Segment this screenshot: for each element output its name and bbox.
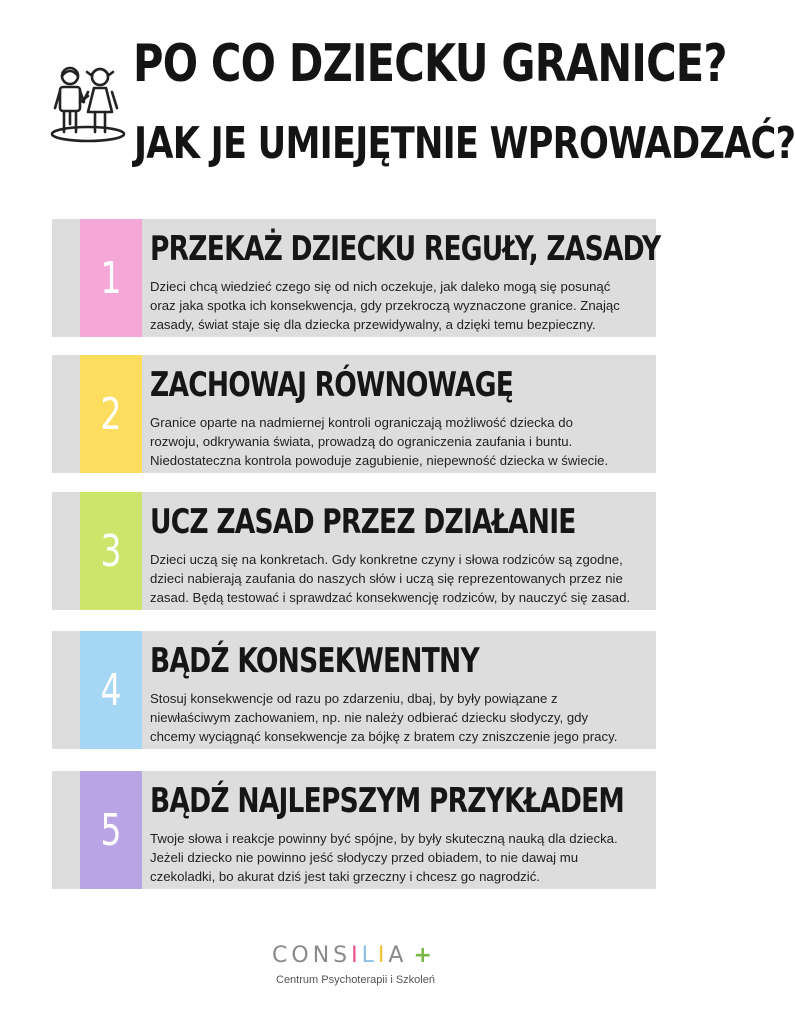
- brand-letter: I: [377, 943, 389, 968]
- rule-description: [150, 550, 650, 607]
- rule-description-line: chcemy wyciągnąć konsekwencje za bójkę z bratem czy zniszczenie jego pracy.: [150, 729, 618, 744]
- brand-letter: C: [272, 943, 292, 968]
- rule-number-stripe: [80, 492, 142, 610]
- rule-description-line: Granice oparte na nadmiernej kontroli ograniczają możliwość dziecka do: [150, 415, 573, 430]
- rule-description-line: rozwoju, odkrywania świata, prowadzą do ograniczenia zaufania i buntu.: [150, 434, 573, 449]
- rule-card: [52, 492, 656, 610]
- header: [0, 0, 795, 200]
- rule-heading: PRZEKAŻ DZIECKU REGUŁY, ZASADY: [150, 229, 661, 269]
- rule-number-stripe: [80, 771, 142, 889]
- rule-description-line: oraz jaka spotka ich konsekwencja, gdy przekroczą wyznaczone granice. Znając: [150, 298, 620, 313]
- rule-number-stripe: [80, 631, 142, 749]
- rule-description-line: czekoladki, bo akurat dziś jest taki grzeczny i chcesz go nagrodzić.: [150, 869, 540, 884]
- brand-tagline: Centrum Psychoterapii i Szkoleń: [276, 974, 435, 986]
- rule-description-line: Stosuj konsekwencje od razu po zdarzeniu, dbaj, by były powiązane z: [150, 691, 558, 706]
- rule-heading: BĄDŹ NAJLEPSZYM PRZYKŁADEM: [150, 781, 625, 821]
- rule-description-line: niewłaściwym zachowaniem, np. nie należy odbierać dziecku słodyczy, gdy: [150, 710, 589, 725]
- rule-description: [150, 413, 650, 470]
- rule-description-line: zasady, świat staje się dla dziecka przewidywalny, a dzięki temu bezpieczny.: [150, 317, 596, 332]
- brand-letter: S: [333, 943, 352, 968]
- rule-description-line: Jeżeli dziecko nie powinno jeść słodyczy przed obiadem, to nie dawaj mu: [150, 850, 579, 865]
- rule-description-line: Dzieci chcą wiedzieć czego się od nich oczekuje, jak daleko mogą się posunąć: [150, 279, 611, 294]
- rule-number: 5: [100, 804, 122, 856]
- rule-description: [150, 829, 650, 886]
- rule-card: [52, 771, 656, 889]
- rule-number-stripe: [80, 219, 142, 337]
- rule-number: 4: [100, 664, 122, 716]
- footer: [0, 940, 723, 1000]
- rule-heading: BĄDŹ KONSEKWENTNY: [150, 641, 479, 681]
- rule-card: [52, 355, 656, 473]
- rule-description-line: zasad. Będą testować i sprawdzać konsekwencję rodziców, by nauczyć się zasad.: [150, 590, 631, 605]
- rule-heading: ZACHOWAJ RÓWNOWAGĘ: [150, 365, 514, 405]
- brand-logo: [272, 943, 432, 968]
- rule-description: [150, 689, 650, 746]
- rule-description-line: Niedostateczna kontrola powoduje zagubienie, niepewność dziecka w świecie.: [150, 453, 609, 468]
- rule-description-line: dzieci nabierają zaufania do naszych słów i uczą się reprezentowanych przez nie: [150, 571, 623, 586]
- brand-letter: I: [351, 943, 362, 968]
- rule-number: 1: [100, 252, 122, 304]
- rule-number-stripe: [80, 355, 142, 473]
- rule-number: 3: [100, 525, 122, 577]
- rule-card: [52, 631, 656, 749]
- brand-letter: L: [361, 943, 378, 968]
- rule-card: [52, 219, 661, 337]
- page-title: PO CO DZIECKU GRANICE?: [133, 34, 727, 94]
- page-subtitle: JAK JE UMIEJĘTNIE WPROWADZAĆ?: [134, 118, 795, 169]
- rule-number: 2: [100, 388, 122, 440]
- rule-description-line: Dzieci uczą się na konkretach. Gdy konkretne czyny i słowa rodziców są zgodne,: [150, 552, 623, 567]
- rule-description: [150, 277, 650, 334]
- brand-letter: O: [291, 943, 313, 968]
- brand-letter: A: [388, 943, 408, 968]
- children-icon: [48, 62, 132, 146]
- rule-description-line: Twoje słowa i reakcje powinny być spójne, by były skuteczną nauką dla dziecka.: [150, 831, 618, 846]
- rule-heading: UCZ ZASAD PRZEZ DZIAŁANIE: [150, 502, 576, 542]
- plus-icon: +: [413, 943, 432, 968]
- brand-letter: N: [312, 943, 334, 968]
